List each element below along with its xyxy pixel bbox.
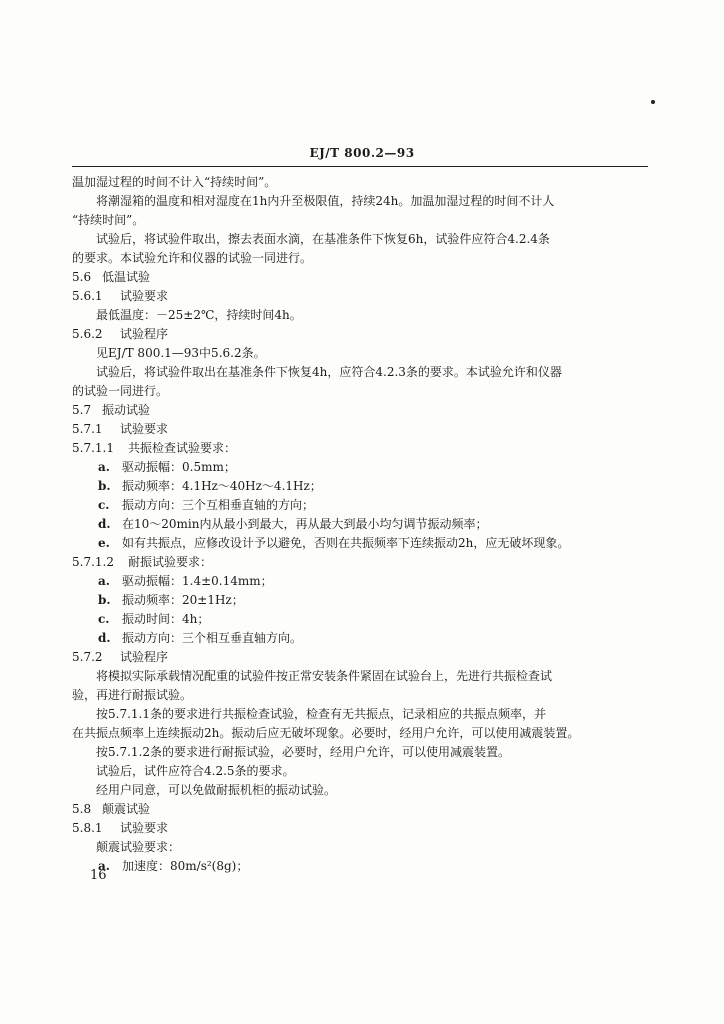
text-line: [96, 782, 336, 798]
section-heading: [72, 269, 150, 285]
list-marker: a.: [98, 859, 110, 873]
section-title: 低温试验: [102, 270, 151, 284]
list-item: [98, 516, 488, 532]
line-text: 温加湿过程的时间不计入“持续时间”。: [72, 175, 277, 189]
section-number: 5.6: [72, 270, 92, 284]
text-line: [72, 725, 579, 741]
text-line: [72, 212, 144, 228]
section-heading: [72, 421, 168, 437]
line-text: 经用户同意，可以免做耐振机柜的振动试验。: [96, 783, 337, 797]
list-item: [98, 630, 302, 646]
list-text: 振动方向：三个互相垂直轴的方向；: [122, 498, 315, 512]
list-item: [98, 573, 273, 589]
list-text: 振动方向：三个相互垂直轴方向。: [122, 631, 303, 645]
line-text: 按5.7.1.2条的要求进行耐振试验，必要时，经用户允许，可以使用减震装置。: [96, 745, 510, 759]
line-text: 将模拟实际承载情况配重的试验件按正常安装条件紧固在试验台上，先进行共振检查试: [96, 669, 553, 683]
header-rule: [72, 166, 648, 167]
line-text: 按5.7.1.1条的要求进行共振检查试验，检查有无共振点，记录相应的共振点频率，并: [96, 707, 546, 721]
line-text: 将潮湿箱的温度和相对湿度在1h内升至极限值，持续24h。加温加湿过程的时间不计人: [96, 194, 555, 208]
list-marker: d.: [98, 631, 111, 645]
line-text: 最低温度：－25±2℃，持续时间4h。: [96, 308, 302, 322]
section-heading: [72, 288, 168, 304]
section-number: 5.8: [72, 802, 92, 816]
section-number: 5.7.1.1: [72, 441, 114, 455]
text-line: [96, 364, 562, 380]
section-number: 5.6.2: [72, 327, 103, 341]
list-text: 振动时间：4h；: [122, 612, 210, 626]
section-heading: [72, 801, 150, 817]
list-text: 在10～20min内从最小到最大，再从最大到最小均匀调节振动频率；: [122, 517, 488, 531]
section-title: 颠震试验: [102, 802, 151, 816]
list-item: [98, 858, 248, 874]
section-heading: [72, 326, 168, 342]
line-text: 试验后，将试验件取出，擦去表面水滴，在基准条件下恢复6h，试验件应符合4.2.4条: [96, 232, 550, 246]
section-number: 5.7.1.2: [72, 555, 114, 569]
text-line: [72, 174, 276, 190]
list-marker: d.: [98, 517, 111, 531]
line-text: 验，再进行耐振试验。: [72, 688, 193, 702]
list-marker: a.: [98, 460, 110, 474]
line-text: 见EJ/T 800.1—93中5.6.2条。: [96, 346, 266, 360]
list-marker: e.: [98, 536, 110, 550]
section-heading: [72, 820, 168, 836]
text-line: [96, 307, 302, 323]
section-heading: [72, 402, 150, 418]
list-text: 驱动振幅：1.4±0.14mm；: [122, 574, 273, 588]
section-title: 试验程序: [120, 650, 169, 664]
section-title: 试验要求: [120, 289, 169, 303]
text-line: [96, 763, 295, 779]
section-title: 耐振试验要求：: [128, 555, 213, 569]
list-marker: a.: [98, 574, 110, 588]
section-number: 5.8.1: [72, 821, 103, 835]
list-marker: c.: [98, 612, 110, 626]
text-line: [96, 345, 266, 361]
text-line: [72, 250, 312, 266]
section-title: 试验要求: [120, 821, 169, 835]
scan-speck: [651, 100, 655, 104]
page-number: 16: [90, 868, 107, 883]
text-line: [96, 706, 546, 722]
line-text: 试验后，将试验件取出在基准条件下恢复4h，应符合4.2.3条的要求。本试验允许和仪器: [96, 365, 562, 379]
list-text: 加速度：80m/s²(8g)；: [122, 859, 249, 873]
line-text: 的试验一同进行。: [72, 384, 169, 398]
line-text: 试验后，试件应符合4.2.5条的要求。: [96, 764, 295, 778]
list-item: [98, 535, 569, 551]
line-text: 在共振点频率上连续振动2h。振动后应无破坏现象。必要时，经用户允许，可以使用减震装置。: [72, 726, 580, 740]
section-heading: [72, 554, 212, 570]
line-text: 颠震试验要求：: [96, 840, 181, 854]
line-text: 的要求。本试验允许和仪器的试验一同进行。: [72, 251, 313, 265]
list-text: 如有共振点，应修改设计予以避免，否则在共振频率下连续振动2h，应无破坏现象。: [122, 536, 570, 550]
section-number: 5.7: [72, 403, 92, 417]
section-title: 共振检查试验要求：: [128, 441, 237, 455]
section-number: 5.6.1: [72, 289, 103, 303]
text-line: [96, 839, 180, 855]
section-title: 试验程序: [120, 327, 169, 341]
text-line: [96, 668, 552, 684]
list-item: [98, 459, 236, 475]
section-number: 5.7.1: [72, 422, 103, 436]
section-heading: [72, 440, 236, 456]
list-text: 振动频率：20±1Hz；: [122, 593, 244, 607]
list-marker: b.: [98, 479, 111, 493]
text-line: [96, 744, 510, 760]
section-heading: [72, 649, 168, 665]
list-item: [98, 611, 209, 627]
section-number: 5.7.2: [72, 650, 103, 664]
list-marker: c.: [98, 498, 110, 512]
list-item: [98, 478, 322, 494]
line-text: “持续时间”。: [72, 213, 145, 227]
list-text: 振动频率：4.1Hz～40Hz～4.1Hz；: [122, 479, 322, 493]
text-line: [96, 231, 550, 247]
list-item: [98, 497, 314, 513]
text-line: [96, 193, 554, 209]
page-header: EJ/T 800.2—93: [309, 146, 415, 160]
section-title: 振动试验: [102, 403, 151, 417]
list-item: [98, 592, 244, 608]
list-text: 驱动振幅：0.5mm；: [122, 460, 236, 474]
text-line: [72, 687, 192, 703]
list-marker: b.: [98, 593, 111, 607]
section-title: 试验要求: [120, 422, 169, 436]
text-line: [72, 383, 168, 399]
